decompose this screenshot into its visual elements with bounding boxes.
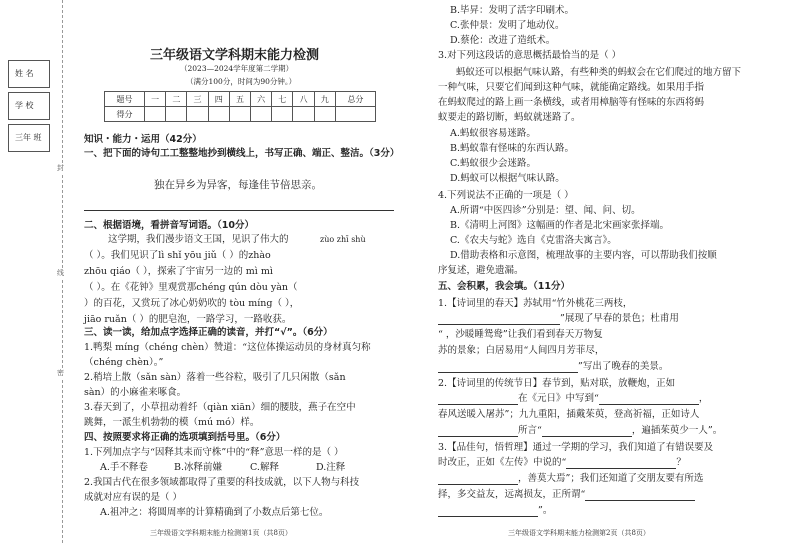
q5-line: 3.【品佳句，悟哲理】通过一学期的学习，我们知道了有错误要及	[438, 442, 714, 453]
score-cell: 九	[314, 92, 335, 107]
option-line: B.毕昇：发明了活字印刷术。	[450, 5, 575, 16]
score-table	[104, 91, 376, 122]
school-field[interactable]	[8, 92, 50, 120]
q4-line: A.祖冲之：将圆周率的计算精确到了小数点后第七位。	[100, 507, 329, 518]
fill-blank[interactable]	[542, 425, 632, 437]
fill-blank[interactable]	[599, 393, 699, 405]
copy-line[interactable]	[84, 210, 394, 211]
q5-line: 所言“ ，遍插茱萸少一人”。	[438, 424, 722, 437]
q3-line: 3.春天到了，小草扭动着纤（qiàn xiān）细的腰肢，燕子在空中	[84, 402, 356, 413]
q5-line: ，善莫大焉”；我们还知道了交朋友要有所选	[438, 472, 703, 485]
question-1-title: 一、把下面的诗句工工整整地抄到横线上，书写正确、端正、整洁。（3分）	[84, 148, 400, 159]
score-cell: 七	[272, 92, 293, 107]
q3-line: 跳舞，一派生机勃勃的模（mú mó）样。	[84, 417, 260, 428]
option-c[interactable]: C.蚂蚁很少会迷路。	[450, 158, 536, 169]
fill-blank[interactable]	[585, 489, 695, 501]
question-2-title: 二、根据语境，看拼音写词语。（10分）	[84, 220, 254, 231]
q3-line: 1.鸭梨 míng（chéng chèn）赞道：“这位体操运动员的身材真匀称	[84, 342, 371, 353]
school-label: 学 校	[15, 101, 34, 110]
subtitle: （2023—2024学年度第二学期）	[180, 64, 294, 73]
score-input[interactable]	[229, 107, 250, 122]
q5-line: ”。	[438, 504, 552, 517]
score-cell: 一	[145, 92, 166, 107]
binding-margin	[0, 0, 60, 543]
q2-line: ）的百花，又赏玩了冰心奶奶吹的 tòu míng（ ），	[84, 298, 300, 309]
page-footer: 三年级语文学科期末能力检测第2页（共8页）	[508, 529, 650, 537]
option-line: C.张仲景：发明了地动仪。	[450, 20, 565, 31]
fill-blank[interactable]	[566, 457, 676, 469]
option-a[interactable]: A.所谓“中医四诊”分别是：望、闻、问、切。	[450, 205, 641, 216]
option-d[interactable]: D.借助表格和示意图，梳理故事的主要内容，可以帮助我们按顺	[450, 250, 717, 261]
option-line: D.蔡伦：改进了造纸术。	[450, 35, 556, 46]
passage-line: 在蚂蚁爬过的路上画一条横线，或者用樟脑等有怪味的东西将蚂	[438, 97, 705, 108]
option-b[interactable]: B.蚂蚁靠有怪味的东西认路。	[450, 143, 575, 154]
option-b[interactable]: B.《清明上河图》这幅画的作者是北宋画家张择端。	[450, 220, 670, 231]
score-cell: 总分	[335, 92, 375, 107]
fill-blank[interactable]	[438, 393, 518, 405]
score-cell: 得分	[105, 107, 145, 122]
q2-line: 这学期，我们漫步语文王国，见识了伟大的	[108, 234, 289, 245]
score-input[interactable]	[251, 107, 272, 122]
fill-blank[interactable]	[438, 473, 518, 485]
q5-line: 在《元日》中写到“ ，	[438, 392, 708, 405]
q5-line: 苏的景象；白居易用“人间四月芳菲尽，	[438, 345, 605, 356]
score-cell: 八	[293, 92, 314, 107]
poem-line: 独在异乡为异客，每逢佳节倍思亲。	[154, 179, 322, 191]
score-cell: 六	[251, 92, 272, 107]
question-5-title: 五、会积累，我会填。（11分）	[438, 281, 570, 292]
passage-line: 蚁要走的路切断，蚂蚁就迷路了。	[438, 112, 581, 123]
score-value-row	[105, 107, 376, 122]
option-d[interactable]: D.注释	[316, 462, 346, 473]
q4-line: 2.我国古代在很多领域都取得了重要的科技成就，以下人物与科技	[84, 477, 360, 488]
question-4-title: 四、按照要求将正确的选项填到括号里。（6分）	[84, 432, 286, 443]
question-title: 4.下列说法不正确的一项是（ ）	[438, 190, 574, 201]
option-a[interactable]: A.蚂蚁很容易迷路。	[450, 128, 536, 139]
q2-line: （ ）。在《花钟》里观赏那chéng qún dòu yàn（	[84, 282, 298, 293]
q3-line: （chéng chèn）。”	[84, 357, 164, 368]
q2-line: jiāo ruǎn（ ）的肥皂泡，一路学习，一路收获。	[84, 314, 292, 325]
score-cell: 五	[229, 92, 250, 107]
option-c[interactable]: C.解释	[250, 462, 279, 473]
q2-line: （ ）。我们见识了lì shǐ yōu jiǔ（ ）的zhào	[84, 250, 271, 261]
q5-line: 时改正，正如《左传》中说的“ ？	[438, 457, 686, 468]
class-label: 三年 班	[15, 133, 42, 142]
q2-line: zhōu qiáo（ ），探索了宇宙另一边的 mì mì	[84, 266, 273, 277]
q5-line: 春风送暖入屠苏”；九九重阳，插戴茱萸，登高祈福，正如诗人	[438, 409, 700, 420]
score-input[interactable]	[208, 107, 229, 122]
q5-line: “ ，沙暖睡鸳鸯”让我们看到春天万物复	[438, 329, 603, 340]
score-cell: 题号	[105, 92, 145, 107]
option-a[interactable]: A.手不释卷	[100, 462, 148, 473]
q5-line: 2.【诗词里的传统节日】春节到，贴对联，放鞭炮，正如	[438, 378, 676, 389]
score-input[interactable]	[314, 107, 335, 122]
option-continuation: 序复述，避免遗漏。	[438, 265, 524, 276]
cut-char: 密	[57, 369, 64, 377]
q3-line: 2.稍培上散（sǎn sàn）落着一些谷粒，吸引了几只闲散（sǎn	[84, 372, 346, 383]
score-input[interactable]	[272, 107, 293, 122]
page-footer: 三年级语文学科期末能力检测第1页（共8页）	[150, 529, 292, 537]
option-b[interactable]: B.冰释前嫌	[174, 462, 223, 473]
q4-line: 1.下列加点字与“因释其耒而守株”中的“释”意思一样的是（ ）	[84, 447, 344, 458]
class-field[interactable]	[8, 124, 50, 152]
score-cell: 四	[208, 92, 229, 107]
page-title: 三年级语文学科期末能力检测	[150, 48, 320, 63]
q3-line: sàn）的小麻雀来啄食。	[84, 387, 187, 398]
cut-char: 封	[57, 164, 64, 172]
section-title: 知识・能力・运用（42分）	[84, 134, 202, 145]
q5-line: ”写出了晚春的美景。	[438, 360, 668, 373]
score-input[interactable]	[335, 107, 375, 122]
exam-note: （满分100分，时间为90分钟。）	[186, 77, 297, 86]
score-input[interactable]	[187, 107, 208, 122]
score-input[interactable]	[166, 107, 187, 122]
q5-line: 择，多交益友，远离损友，正所谓“	[438, 488, 695, 501]
passage-line: 蚂蚁还可以根据气味认路，有些种类的蚂蚁会在它们爬过的地方留下	[456, 67, 742, 78]
score-input[interactable]	[145, 107, 166, 122]
q5-line: 1.【诗词里的春天】苏轼用“竹外桃花三两枝，	[438, 298, 633, 309]
name-field[interactable]	[8, 60, 50, 88]
cut-char: 线	[57, 269, 64, 277]
option-d[interactable]: D.蚂蚁可以根据气味认路。	[450, 173, 565, 184]
fill-blank[interactable]	[438, 425, 518, 437]
q5-line: ”展现了早春的景色；杜甫用	[438, 312, 679, 325]
fill-blank[interactable]	[438, 505, 538, 517]
score-input[interactable]	[293, 107, 314, 122]
pinyin-hint: zùo zhī shù	[320, 235, 366, 244]
score-cell: 二	[166, 92, 187, 107]
name-label: 姓 名	[15, 69, 34, 78]
score-cell: 三	[187, 92, 208, 107]
question-3-title: 三、读一读，给加点字选择正确的读音，并打“√”。（6分）	[84, 327, 333, 338]
fill-blank[interactable]	[438, 313, 560, 325]
option-c[interactable]: C.《农夫与蛇》选自《克雷洛夫寓言》。	[450, 235, 617, 246]
score-header-row	[105, 92, 376, 107]
q4-line: 成就对应有误的是（ ）	[84, 492, 183, 503]
passage-line: 一种气味，只要它们闻到这种气味，就能确定路线。如果用手指	[438, 82, 705, 93]
fill-blank[interactable]	[438, 361, 578, 373]
question-title: 3.对下列这段话的意思概括最恰当的是（ ）	[438, 50, 622, 61]
